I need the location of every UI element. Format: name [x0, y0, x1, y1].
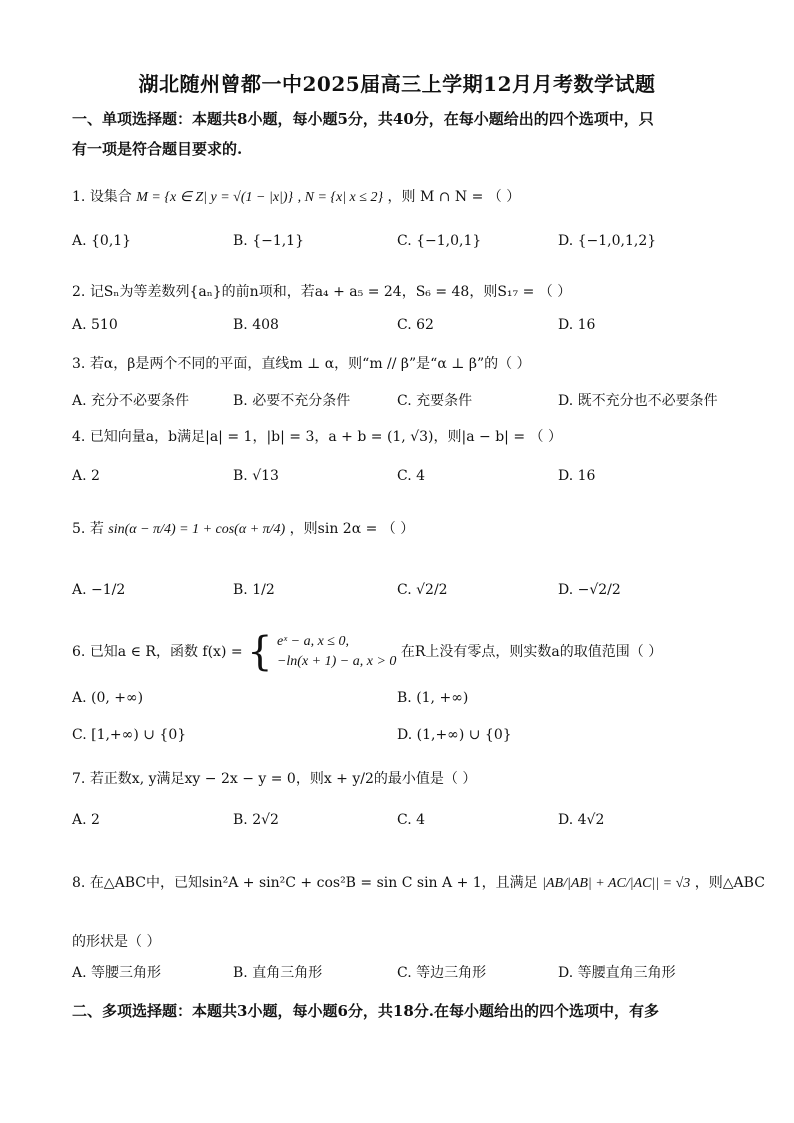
section-multiple-choice: [72, 996, 722, 1026]
question-6: [72, 629, 663, 675]
question-text: 已知向量a，b满足|a| = 1，|b| = 3，a + b = (1, √3)，则|a − b| = （ ）: [89, 429, 562, 445]
option-c[interactable]: C. 4: [397, 468, 426, 484]
question-suffix: ，则 M ∩ N = （ ）: [387, 189, 521, 205]
question-suffix: 在R上没有零点，则实数a的取值范围（ ）: [400, 644, 663, 660]
option-d[interactable]: D. 既不充分也不必要条件: [558, 393, 718, 409]
option-d[interactable]: D. 4√2: [558, 812, 605, 828]
question-number: 5.: [72, 521, 86, 537]
option-c[interactable]: C. {−1,0,1}: [397, 233, 482, 249]
question-7: [72, 768, 476, 788]
option-b[interactable]: B. 1/2: [233, 582, 275, 598]
option-d[interactable]: D. (1,+∞) ∪ {0}: [397, 727, 512, 743]
section-heading-line1: 二、多项选择题：本题共3小题，每小题6分，共18分.在每小题给出的四个选项中，有多: [72, 1002, 659, 1020]
options-q5: [72, 582, 732, 606]
question-number: 7.: [72, 771, 86, 787]
question-prefix: 若正数x, y满足xy − 2x − y = 0，则x + y/2的最小值是（ ）: [89, 771, 477, 787]
option-a[interactable]: A. 2: [72, 468, 100, 484]
question-suffix: ，则sin 2α = （ ）: [289, 521, 415, 537]
option-c[interactable]: C. 充要条件: [397, 393, 473, 409]
piecewise-cases: [277, 632, 396, 672]
piecewise-case-2: −ln(x + 1) − a, x > 0: [276, 654, 397, 669]
option-d[interactable]: D. 16: [558, 317, 596, 333]
question-prefix: 已知a ∈ R，函数 f(x) =: [89, 644, 243, 660]
option-b[interactable]: B. {−1,1}: [233, 233, 304, 249]
question-prefix: 在△ABC中，已知sin²A + sin²C + cos²B = sin C sin A + 1，且满足: [89, 875, 538, 891]
question-number: 2.: [72, 284, 86, 300]
question-suffix: ，则△ABC: [694, 875, 765, 891]
options-q7: [72, 812, 732, 836]
piecewise-case-1: eˣ − a, x ≤ 0,: [276, 634, 349, 649]
page-title: 湖北随州曾都一中2025届高三上学期12月月考数学试题: [138, 72, 656, 96]
section-heading-line1: 一、单项选择题：本题共8小题，每小题5分，共40分，在每小题给出的四个选项中，只: [72, 110, 654, 128]
option-c[interactable]: C. 4: [397, 812, 426, 828]
question-number: 4.: [72, 429, 86, 445]
option-a[interactable]: A. {0,1}: [72, 233, 132, 249]
options-q2: [72, 317, 732, 341]
options-q3: [72, 390, 732, 414]
question-4: [72, 426, 562, 446]
option-d[interactable]: D. {−1,0,1,2}: [558, 233, 657, 249]
option-c[interactable]: C. [1,+∞) ∪ {0}: [72, 727, 187, 743]
option-b[interactable]: B. (1, +∞): [397, 690, 469, 706]
option-d[interactable]: D. −√2/2: [558, 582, 621, 598]
vector-expression: |AB/|AB| + AC/|AC|| = √3: [542, 876, 691, 891]
options-q6-row2: [72, 727, 732, 751]
option-d[interactable]: D. 等腰直角三角形: [558, 965, 676, 981]
options-q1: [72, 233, 732, 257]
question-text: 若α，β是两个不同的平面，直线m ⊥ α，则“m // β”是“α ⊥ β”的（ ）: [89, 356, 531, 372]
option-a[interactable]: A. 2: [72, 812, 100, 828]
options-q4: [72, 468, 732, 492]
option-b[interactable]: B. 2√2: [233, 812, 279, 828]
question-number: 1.: [72, 189, 86, 205]
options-q6-row1: [72, 690, 732, 714]
question-2: [72, 281, 571, 301]
option-b[interactable]: B. √13: [233, 468, 279, 484]
option-a[interactable]: A. 510: [72, 317, 118, 333]
option-d[interactable]: D. 16: [558, 468, 596, 484]
question-number: 6.: [72, 644, 86, 660]
option-a[interactable]: A. 充分不必要条件: [72, 393, 190, 409]
question-8: [72, 872, 765, 892]
section-single-choice: [72, 104, 722, 164]
option-a[interactable]: A. 等腰三角形: [72, 965, 162, 981]
option-a[interactable]: A. (0, +∞): [72, 690, 144, 706]
option-b[interactable]: B. 408: [233, 317, 279, 333]
question-8-continuation: 的形状是（ ）: [72, 934, 161, 950]
question-5: [72, 518, 414, 538]
question-3: [72, 353, 531, 373]
option-c[interactable]: C. 62: [397, 317, 434, 333]
question-1: [72, 186, 520, 206]
set-m: M = {x ∈ Z| y = √(1 − |x|)}: [136, 190, 294, 205]
trig-equation: sin(α − π/4) = 1 + cos(α + π/4): [108, 522, 286, 537]
question-number: 3.: [72, 356, 86, 372]
question-text: 记Sₙ为等差数列{aₙ}的前n项和，若a₄ + a₅ = 24，S₆ = 48，则S₁₇ = （ ）: [89, 284, 572, 300]
option-c[interactable]: C. √2/2: [397, 582, 448, 598]
options-q8: [72, 962, 732, 986]
option-b[interactable]: B. 直角三角形: [233, 965, 323, 981]
question-prefix: 若: [89, 521, 104, 537]
question-number: 8.: [72, 875, 86, 891]
set-n: , N = {x| x ≤ 2}: [297, 190, 384, 205]
piecewise-brace: {: [247, 629, 273, 675]
question-prefix: 设集合: [89, 189, 132, 205]
option-c[interactable]: C. 等边三角形: [397, 965, 487, 981]
option-b[interactable]: B. 必要不充分条件: [233, 393, 351, 409]
option-a[interactable]: A. −1/2: [72, 582, 126, 598]
section-heading-line2: 有一项是符合题目要求的.: [72, 140, 243, 158]
